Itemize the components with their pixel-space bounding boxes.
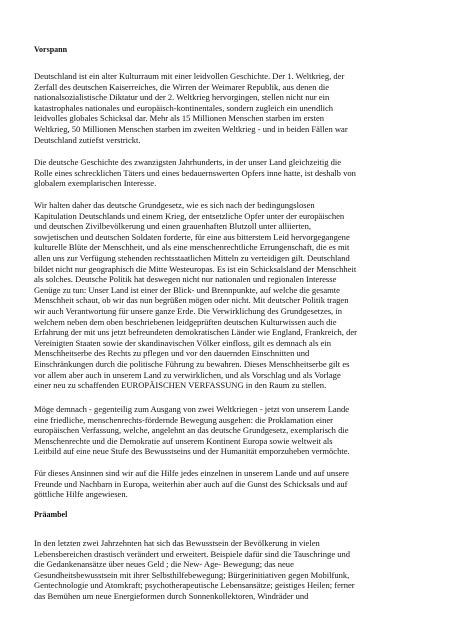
text-line: wir auch Verantwortung für unsere ganze Erde. Die Verwirklichung des Grundgesetzes, in [34, 305, 342, 316]
text-line: einer neu zu schaffenden EUROPÄISCHEN VERFASSUNG in den Raum zu stellen. [34, 380, 327, 391]
paragraph-grundgesetz [34, 200, 424, 391]
text-line: globalem exemplarischen Interesse. [34, 178, 157, 189]
text-line: In den letzten zwei Jahrzehnten hat sich das Bewusstsein der Bevölkerung in vielen [34, 538, 320, 548]
text-line: Kapitulation Deutschlands und einem Krieg, der entsetzliche Opfer unter der europäischen [34, 210, 345, 221]
text-line: als solches. Deutsche Politik hat deswegen nicht nur nationalen und regionalen Interesse [34, 274, 337, 285]
text-line: Menschenrechte und die Demokratie auf unserem Kontinent Europa sowie weltweit als [34, 435, 333, 446]
text-line: Deutschland zutiefst verstrickt. [34, 134, 141, 145]
text-line: eine friedliche, menschenrechts-fördernde Bewegung ausgehen: die Proklamation einer [34, 414, 334, 425]
text-line: leidvolles globales Schicksal dar. Mehr als 15 Millionen Menschen starben im ersten [34, 113, 325, 124]
text-line: Leitbild auf eine neue Stufe des Bewusstseins und der Humanität emporzuheben vermöchte. [34, 446, 350, 457]
text-line: kulturelle Blüte der Menschheit, und als eine menschenrechtliche Errungenschaft, die es mit [34, 242, 350, 253]
text-line: Deutschland ist ein alter Kulturraum mit einer leidvollen Geschichte. Der 1. Weltkrieg, der [34, 71, 345, 81]
paragraph-intro-history [34, 71, 424, 145]
text-line: Zerfall des deutschen Kaiserreiches, die Wirren der Weimarer Republik, aus denen die [34, 81, 330, 92]
heading-vorspann: Vorspann [34, 45, 68, 54]
text-line: Gentechnologie und Atomkraft; psychotherapeutische Lebensansätze; geistiges Heilen; ferner [34, 580, 355, 591]
text-line: göttliche Hilfe angewiesen. [34, 489, 128, 500]
text-line: Lebensbereichen drastisch verändert und erweitert. Beispiele dafür sind die Tauschringe und [34, 548, 351, 559]
text-line: katastrophales nationales und europäisch-kontinentales, sondern zugleich ein unendlich [34, 102, 334, 113]
text-line: Rolle eines schrecklichen Täters und eines bedauernswerten Opfers inne hatte, ist deshalb von [34, 167, 356, 178]
text-line: nationalsozialistische Diktatur und der 2. Weltkrieg hervorgingen, stellen nicht nur ein [34, 92, 330, 103]
text-line: allen uns zur Verfügung stehenden rechtsstaatlichen Mitteln zu verteidigen gilt. Deutschland [34, 252, 350, 263]
text-line: Freunde und Nachbarn in Europa, weiterhin aber auch auf die Gunst des Schicksals und auf [34, 478, 348, 489]
paragraph-help-request [34, 468, 424, 500]
text-line: Menschheit schaut, ob wir das nun begrüßen mögen oder nicht. Mit deutscher Politik tragen [34, 295, 349, 306]
text-line: die Gedankenansätze über neues Geld ; die New- Age- Bewegung; das neue [34, 559, 294, 570]
text-line: und deutschen Zivilbevölkerung und einen grauenhaften Blutzoll unter alliierten, [34, 221, 311, 232]
text-line: Genüge zu tun: Unser Land ist einer der Blick- und Brennpunkte, auf welche die gesamte [34, 284, 340, 295]
text-line: welchem neben dem oben beschriebenen leidgeprüften deutschen Kulturwissen auch die [34, 316, 337, 327]
paragraph-german-history [34, 157, 424, 189]
text-line: Die deutsche Geschichte des zwanzigsten Jahrhunderts, in der unser Land gleichzeitig die [34, 157, 342, 167]
paragraph-peaceful-movement [34, 404, 424, 457]
text-line: Erfahrung der mit uns jetzt befreundeten demokratischen Länder wie England, Frankreich, der [34, 327, 357, 338]
text-line: Für dieses Ansinnen sind wir auf die Hilfe jedes einzelnen in unserem Lande und auf unsere [34, 468, 349, 478]
text-line: Gesundheitsbewusstsein mit ihrer Selbsthilfebewegung; Bürgerinitiativen gegen Mobilfunk, [34, 569, 350, 580]
text-line: Menschheitserbe des Rechts zu pflegen und vor den dauernden Einschnitten und [34, 348, 310, 359]
text-line: Vereinigten Staaten sowie der skandinavischen Völker einfloss, gilt es demnach als ein [34, 337, 332, 348]
text-line: vor allem aber auch in unserem Land zu verwirklichen, und als Vorschlag und als Vorlage [34, 369, 341, 380]
text-line: bildet nicht nur geographisch die Mitte Westeuropas. Es ist ein Schicksalsland der Menschheit [34, 263, 357, 274]
paragraph-consciousness [34, 538, 424, 602]
text-line: Einschränkungen durch die politische Führung zu bewahren. Dieses Menschheitserbe gilt es [34, 358, 350, 369]
text-line: Möge demnach - gegenteilig zum Ausgang von zwei Weltkriegen - jetzt von unserem Lande [34, 404, 350, 414]
heading-praeambel: Präambel [34, 510, 68, 519]
text-line: sowjetischen und deutschen Soldaten forderte, für eine aus bitterstem Leid hervorgegangene [34, 231, 350, 242]
text-line: Weltkrieg, 50 Millionen Menschen starben im zweiten Weltkrieg - und in beiden Fällen war [34, 123, 348, 134]
text-line: das Bemühen um neue Energieformen durch Sonnenkollektoren, Windräder und [34, 590, 309, 601]
text-line: europäischen Verfassung, welche, angelehnt an das deutsche Grundgesetz, exemplarisch die [34, 425, 349, 436]
text-line: Wir halten daher das deutsche Grundgesetz, wie es sich nach der bedingungslosen [34, 200, 315, 210]
